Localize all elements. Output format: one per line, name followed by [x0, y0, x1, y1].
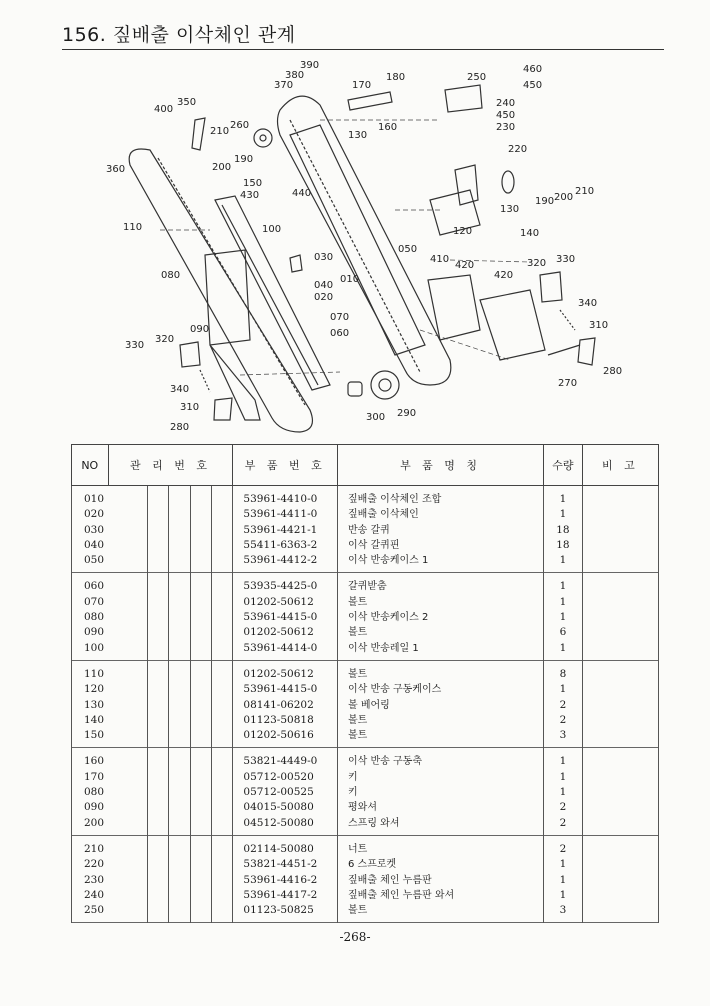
case-080 — [205, 250, 250, 345]
part-no-value: 53961-4414-0 — [243, 641, 318, 654]
diagram-label: 130 — [348, 130, 368, 141]
no-value: 090 — [84, 801, 105, 814]
diagram-svg — [80, 52, 680, 442]
part-name-value: 볼 베어링 — [348, 699, 390, 711]
diagram-label: 280 — [170, 422, 190, 433]
qty-value: 1 — [559, 786, 567, 799]
part-no-value: 53961-4415-0 — [243, 683, 318, 696]
part-name-value: 키 — [348, 787, 358, 799]
part-no-value: 02114-50080 — [243, 842, 314, 855]
diagram-label: 110 — [123, 222, 143, 233]
no-value: 140 — [84, 713, 105, 726]
no-value: 020 — [84, 508, 105, 521]
bracket-320-left — [180, 342, 200, 367]
diagram-label: 200 — [212, 162, 232, 173]
bracket-410 — [428, 275, 480, 340]
part-no-value: 53961-4415-0 — [243, 611, 318, 624]
drive-case-120-top — [455, 165, 478, 205]
header-mgmt-no: 관 리 번 호 — [108, 445, 233, 486]
no-value: 200 — [84, 816, 105, 829]
qty-value: 1 — [559, 580, 567, 593]
roller-300 — [348, 382, 362, 396]
bracket-320-right — [540, 272, 562, 302]
qty-value: 1 — [559, 683, 567, 696]
part-no-cell — [233, 835, 338, 922]
part-no-value: 08141-06202 — [243, 698, 314, 711]
diagram-label: 380 — [285, 70, 305, 81]
arm-270 — [578, 338, 595, 365]
part-no-cell — [233, 573, 338, 660]
part-name-value: 볼트 — [348, 714, 368, 726]
qty-value: 8 — [559, 667, 567, 680]
pulley-290 — [371, 371, 399, 399]
table-row-group — [72, 660, 659, 747]
header-no: NO — [72, 445, 109, 486]
remarks-cell — [582, 748, 658, 835]
diagram-label: 330 — [125, 340, 145, 351]
remarks-cell — [582, 835, 658, 922]
qty-value: 6 — [559, 626, 567, 639]
part-name-cell — [338, 486, 544, 573]
part-no-value: 01202-50616 — [243, 729, 314, 742]
part-no-value: 55411-6363-2 — [243, 538, 318, 551]
no-value: 250 — [84, 904, 105, 917]
no-value: 240 — [84, 888, 105, 901]
no-value: 070 — [84, 595, 105, 608]
part-name-value: 볼트 — [348, 668, 368, 680]
header-part-name: 부 품 명 칭 — [338, 445, 544, 486]
remarks-cell — [582, 573, 658, 660]
diagram-label: 160 — [378, 122, 398, 133]
diagram-label: 250 — [467, 72, 487, 83]
part-name-cell — [338, 573, 544, 660]
part-name-value: 너트 — [348, 843, 368, 855]
qty-value: 2 — [559, 698, 567, 711]
part-no-value: 04512-50080 — [243, 816, 314, 829]
qty-value: 1 — [559, 554, 567, 567]
part-name-value: 반송 갈퀴 — [348, 524, 390, 536]
no-value: 090 — [84, 626, 105, 639]
diagram-label: 370 — [274, 80, 294, 91]
part-no-value: 05712-00520 — [243, 770, 314, 783]
left-chain-loop — [129, 149, 312, 432]
diagram-label: 360 — [106, 164, 126, 175]
part-name-value: 짚배출 이삭체인 — [348, 509, 419, 521]
diagram-label: 200 — [554, 192, 574, 203]
page-number: -268- — [339, 930, 371, 944]
mgmt-cell — [148, 660, 169, 747]
diagram-label: 390 — [300, 60, 320, 71]
part-no-value: 53821-4451-2 — [243, 858, 318, 871]
diagram-label: 450 — [523, 80, 543, 91]
no-cell — [72, 660, 148, 747]
table-row-group — [72, 486, 659, 573]
diagram-label: 420 — [455, 260, 475, 271]
qty-cell — [544, 748, 583, 835]
plate-240 — [445, 85, 482, 112]
diagram-label: 330 — [556, 254, 576, 265]
part-name-value: 짚배출 체인 누름판 — [348, 874, 432, 886]
diagram-label: 040 — [314, 280, 334, 291]
qty-cell — [544, 835, 583, 922]
qty-value: 1 — [559, 595, 567, 608]
spring-340-right — [560, 310, 575, 330]
part-name-value: 볼트 — [348, 730, 368, 742]
diagram-label: 320 — [155, 334, 175, 345]
qty-value: 2 — [559, 816, 567, 829]
qty-value: 1 — [559, 888, 567, 901]
page-title: 156. 짚배출 이삭체인 관계 — [62, 20, 664, 50]
part-no-value: 01123-50825 — [243, 904, 314, 917]
mgmt-cell — [148, 573, 169, 660]
header-remarks: 비 고 — [582, 445, 658, 486]
mgmt-cell — [190, 486, 211, 573]
exploded-parts-diagram — [80, 52, 680, 442]
no-value: 230 — [84, 873, 105, 886]
diagram-label: 300 — [366, 412, 386, 423]
diagram-label: 400 — [154, 104, 174, 115]
part-name-value: 볼트 — [348, 905, 368, 917]
part-name-cell — [338, 660, 544, 747]
qty-value: 2 — [559, 801, 567, 814]
mgmt-cell — [212, 573, 233, 660]
part-name-value: 평와셔 — [348, 802, 377, 814]
sprocket-260 — [254, 129, 272, 147]
no-value: 170 — [84, 770, 105, 783]
qty-cell — [544, 486, 583, 573]
part-no-value: 53961-4412-2 — [243, 554, 318, 567]
part-no-value: 53961-4410-0 — [243, 493, 318, 505]
diagram-label: 010 — [340, 274, 360, 285]
diagram-label: 130 — [500, 204, 520, 215]
diagram-label: 450 — [496, 110, 516, 121]
mgmt-cell — [169, 486, 190, 573]
header-qty: 수량 — [544, 445, 583, 486]
diagram-label: 030 — [314, 252, 334, 263]
qty-value: 2 — [559, 842, 567, 855]
parts-table — [71, 444, 659, 923]
part-name-value: 키 — [348, 771, 358, 783]
diagram-label: 070 — [330, 312, 350, 323]
part-no-value: 05712-00525 — [243, 786, 314, 799]
qty-value: 18 — [556, 538, 570, 551]
qty-value: 1 — [559, 611, 567, 624]
diagram-label: 190 — [535, 196, 555, 207]
diagram-label: 060 — [330, 328, 350, 339]
qty-value: 1 — [559, 755, 567, 768]
part-no-value: 53935-4425-0 — [243, 580, 318, 593]
no-value: 040 — [84, 538, 105, 551]
qty-value: 3 — [559, 729, 567, 742]
remarks-cell — [582, 486, 658, 573]
part-no-value: 04015-50080 — [243, 801, 314, 814]
no-value: 110 — [84, 667, 105, 680]
part-no-cell — [233, 486, 338, 573]
no-cell — [72, 573, 148, 660]
diagram-label: 260 — [230, 120, 250, 131]
diagram-label: 170 — [352, 80, 372, 91]
qty-value: 1 — [559, 493, 567, 505]
qty-value: 1 — [559, 873, 567, 886]
diagram-label: 190 — [234, 154, 254, 165]
mgmt-cell — [190, 573, 211, 660]
part-name-value: 이삭 반송레일 1 — [348, 642, 419, 654]
no-value: 150 — [84, 729, 105, 742]
part-name-value: 볼트 — [348, 627, 368, 639]
bracket-350 — [192, 118, 205, 150]
mgmt-cell — [169, 748, 190, 835]
mgmt-cell — [148, 486, 169, 573]
part-name-value: 이삭 반송케이스 2 — [348, 612, 429, 624]
mgmt-cell — [212, 748, 233, 835]
mgmt-cell — [190, 660, 211, 747]
diagram-label: 210 — [575, 186, 595, 197]
no-value: 080 — [84, 786, 105, 799]
diagram-label: 140 — [520, 228, 540, 239]
diagram-label: 220 — [508, 144, 528, 155]
part-name-value: 짚배출 체인 누름판 와셔 — [348, 889, 455, 901]
mgmt-cell — [169, 660, 190, 747]
no-value: 210 — [84, 842, 105, 855]
qty-value: 2 — [559, 713, 567, 726]
plate-420 — [480, 290, 545, 360]
part-name-value: 이삭 반송케이스 1 — [348, 555, 429, 567]
qty-value: 1 — [559, 858, 567, 871]
part-no-cell — [233, 660, 338, 747]
arm-310-left — [214, 398, 232, 420]
qty-value: 18 — [556, 523, 570, 536]
bracket-030 — [290, 255, 302, 272]
no-value: 060 — [84, 580, 105, 593]
case-050 — [290, 125, 425, 355]
part-no-value: 53961-4421-1 — [243, 523, 318, 536]
part-name-value: 짚배출 이삭체인 조합 — [348, 494, 442, 505]
mgmt-cell — [190, 835, 211, 922]
no-cell — [72, 486, 148, 573]
diagram-label: 430 — [240, 190, 260, 201]
diagram-label: 310 — [180, 402, 200, 413]
mgmt-cell — [212, 660, 233, 747]
no-value: 030 — [84, 523, 105, 536]
diagram-label: 340 — [170, 384, 190, 395]
diagram-label: 100 — [262, 224, 282, 235]
qty-value: 1 — [559, 641, 567, 654]
no-value: 100 — [84, 641, 105, 654]
table-header-row — [72, 445, 659, 486]
mgmt-cell — [169, 573, 190, 660]
mgmt-cell — [212, 486, 233, 573]
part-no-value: 01202-50612 — [243, 595, 314, 608]
part-no-value: 53961-4411-0 — [243, 508, 318, 521]
diagram-label: 280 — [603, 366, 623, 377]
diagram-label: 240 — [496, 98, 516, 109]
rod-310-right — [548, 345, 580, 355]
mgmt-cell — [212, 835, 233, 922]
diagram-label: 150 — [243, 178, 263, 189]
diagram-label: 410 — [430, 254, 450, 265]
mgmt-cell — [190, 748, 211, 835]
part-name-value: 6 스프로켓 — [348, 859, 397, 871]
no-cell — [72, 835, 148, 922]
diagram-label: 080 — [161, 270, 181, 281]
sprocket-220 — [502, 171, 514, 193]
part-name-cell — [338, 835, 544, 922]
qty-cell — [544, 573, 583, 660]
spring-340-left — [200, 370, 210, 392]
diagram-label: 090 — [190, 324, 210, 335]
diagram-label: 290 — [397, 408, 417, 419]
mgmt-cell — [148, 835, 169, 922]
no-value: 080 — [84, 611, 105, 624]
part-name-cell — [338, 748, 544, 835]
diagram-label: 270 — [558, 378, 578, 389]
part-name-value: 스프링 와셔 — [348, 817, 400, 829]
part-name-value: 이삭 반송 구동케이스 — [348, 684, 442, 696]
no-cell — [72, 748, 148, 835]
diagram-label: 120 — [453, 226, 473, 237]
diagram-label: 460 — [523, 64, 543, 75]
part-no-value: 01123-50818 — [243, 713, 314, 726]
part-no-value: 01202-50612 — [243, 626, 314, 639]
diagram-label: 020 — [314, 292, 334, 303]
qty-value: 1 — [559, 508, 567, 521]
no-value: 160 — [84, 755, 105, 768]
no-value: 050 — [84, 554, 105, 567]
part-name-value: 갈퀴받춤 — [348, 581, 387, 593]
no-value: 010 — [84, 493, 105, 505]
diagram-label: 230 — [496, 122, 516, 133]
remarks-cell — [582, 660, 658, 747]
diagram-label: 320 — [527, 258, 547, 269]
part-no-cell — [233, 748, 338, 835]
part-no-value: 01202-50612 — [243, 667, 314, 680]
qty-value: 1 — [559, 770, 567, 783]
part-name-value: 이삭 반송 구동축 — [348, 756, 422, 768]
table-row-group — [72, 835, 659, 922]
diagram-label: 210 — [210, 126, 230, 137]
no-value: 130 — [84, 698, 105, 711]
part-no-value: 53821-4449-0 — [243, 755, 318, 768]
part-no-value: 53961-4417-2 — [243, 888, 318, 901]
part-name-value: 볼트 — [348, 596, 368, 608]
mgmt-cell — [148, 748, 169, 835]
diagram-label: 340 — [578, 298, 598, 309]
qty-cell — [544, 660, 583, 747]
no-value: 220 — [84, 858, 105, 871]
table-row-group — [72, 748, 659, 835]
mgmt-cell — [169, 835, 190, 922]
qty-value: 3 — [559, 904, 567, 917]
part-no-value: 53961-4416-2 — [243, 873, 318, 886]
no-value: 120 — [84, 683, 105, 696]
diagram-label: 050 — [398, 244, 418, 255]
drive-shaft-160 — [348, 92, 392, 110]
diagram-label: 350 — [177, 97, 197, 108]
diagram-label: 310 — [589, 320, 609, 331]
part-name-value: 이삭 갈퀴핀 — [348, 539, 400, 551]
diagram-label: 440 — [292, 188, 312, 199]
table-row-group — [72, 573, 659, 660]
header-part-no: 부 품 번 호 — [233, 445, 338, 486]
diagram-label: 420 — [494, 270, 514, 281]
diagram-label: 180 — [386, 72, 406, 83]
